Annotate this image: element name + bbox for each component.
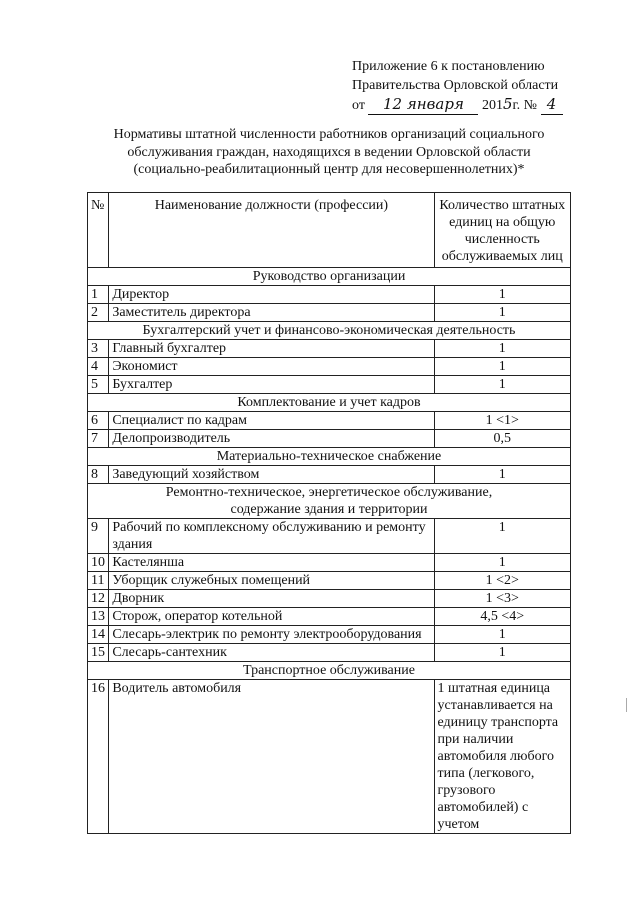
staffing-norms-table xyxy=(87,192,571,834)
row-name: Директор xyxy=(109,286,434,304)
section-row-management xyxy=(88,268,571,286)
row-name: Слесарь-сантехник xyxy=(109,644,434,662)
row-no: 2 xyxy=(88,304,109,322)
row-no: 14 xyxy=(88,626,109,644)
row-qty: 1 xyxy=(434,554,571,572)
document-heading xyxy=(88,126,570,179)
row-name: Главный бухгалтер xyxy=(109,340,434,358)
annex-year-prefix: 201 xyxy=(481,98,503,113)
section-row-accounting xyxy=(88,322,571,340)
row-no: 9 xyxy=(88,519,109,554)
row-name: Сторож, оператор котельной xyxy=(109,608,434,626)
heading-line-1: Нормативы штатной численности работников организаций социального xyxy=(113,127,545,142)
row-name: Делопроизводитель xyxy=(109,430,434,448)
table-row xyxy=(88,680,571,834)
table-row xyxy=(88,608,571,626)
row-name: Экономист xyxy=(109,358,434,376)
row-qty: 1 xyxy=(434,340,571,358)
row-qty: 1 xyxy=(434,466,571,484)
annex-prefix: от xyxy=(352,98,365,113)
table-row xyxy=(88,644,571,662)
table-row xyxy=(88,304,571,322)
table-row xyxy=(88,340,571,358)
section-row-hr xyxy=(88,394,571,412)
section-title: Руководство организации xyxy=(88,268,571,286)
header-name: Наименование должности (профессии) xyxy=(109,193,434,268)
row-qty: 1 <3> xyxy=(434,590,571,608)
table-row xyxy=(88,626,571,644)
section-title: Комплектование и учет кадров xyxy=(88,394,571,412)
table-row xyxy=(88,572,571,590)
table-row xyxy=(88,554,571,572)
row-no: 11 xyxy=(88,572,109,590)
row-name: Заместитель директора xyxy=(109,304,434,322)
row-name: Специалист по кадрам xyxy=(109,412,434,430)
row-no: 12 xyxy=(88,590,109,608)
section-row-maintenance xyxy=(88,484,571,519)
section-row-logistics xyxy=(88,448,571,466)
row-name: Бухгалтер xyxy=(109,376,434,394)
row-no: 6 xyxy=(88,412,109,430)
table-header-row xyxy=(88,193,571,268)
row-name: Заведующий хозяйством xyxy=(109,466,434,484)
row-no: 1 xyxy=(88,286,109,304)
row-qty: 1 xyxy=(434,644,571,662)
row-no: 15 xyxy=(88,644,109,662)
row-qty: 4,5 <4> xyxy=(434,608,571,626)
table-row xyxy=(88,519,571,554)
row-qty: 1 xyxy=(434,626,571,644)
handwritten-year-digit: 5 xyxy=(502,95,513,113)
row-name: Уборщик служебных помещений xyxy=(109,572,434,590)
table-row xyxy=(88,358,571,376)
table-row xyxy=(88,286,571,304)
row-name: Кастелянша xyxy=(109,554,434,572)
handwritten-number: 4 xyxy=(541,95,563,115)
handwritten-date: 12 января xyxy=(368,95,478,115)
annex-line-1: Приложение 6 к постановлению xyxy=(352,59,545,74)
row-qty: 1 xyxy=(434,358,571,376)
row-qty: 1 <2> xyxy=(434,572,571,590)
table-row xyxy=(88,590,571,608)
row-no: 16 xyxy=(88,680,109,834)
row-qty: 1 штатная единица устанавливается на единицу транспорта при наличии автомобиля любого типа (легкового, грузового автомобилей) с учетом xyxy=(434,680,571,834)
scan-margin-mark xyxy=(626,698,627,712)
section-row-transport xyxy=(88,662,571,680)
header-qty: Количество штатных единиц на общую численность обслуживаемых лиц xyxy=(434,193,571,268)
row-no: 13 xyxy=(88,608,109,626)
row-no: 3 xyxy=(88,340,109,358)
table-row xyxy=(88,376,571,394)
table-row xyxy=(88,430,571,448)
row-no: 10 xyxy=(88,554,109,572)
annex-year-suffix: г. № xyxy=(512,98,538,113)
row-qty: 0,5 xyxy=(434,430,571,448)
row-name: Рабочий по комплексному обслуживанию и ремонту здания xyxy=(109,519,434,554)
section-title xyxy=(88,484,571,519)
table-row xyxy=(88,412,571,430)
heading-line-2: обслуживания граждан, находящихся в ведении Орловской области xyxy=(127,144,531,160)
row-qty: 1 xyxy=(434,519,571,554)
row-qty: 1 xyxy=(434,286,571,304)
section-title: Материально-техническое снабжение xyxy=(88,448,571,466)
row-qty: 1 xyxy=(434,376,571,394)
section-title-line-1: Ремонтно-техническое, энергетическое обслуживание, xyxy=(165,485,493,500)
row-name: Слесарь-электрик по ремонту электрооборудования xyxy=(109,626,434,644)
annex-block xyxy=(352,57,563,115)
row-qty: 1 xyxy=(434,304,571,322)
header-no: № xyxy=(88,193,109,268)
row-no: 7 xyxy=(88,430,109,448)
annex-line-2: Правительства Орловской области xyxy=(352,78,559,93)
row-name: Дворник xyxy=(109,590,434,608)
row-qty: 1 <1> xyxy=(434,412,571,430)
section-title: Транспортное обслуживание xyxy=(88,662,571,680)
heading-line-3: (социально-реабилитационный центр для несовершеннолетних)* xyxy=(133,162,525,177)
row-no: 8 xyxy=(88,466,109,484)
annex-line-3 xyxy=(352,95,563,115)
section-title-line-2: содержание здания и территории xyxy=(230,502,428,517)
row-name: Водитель автомобиля xyxy=(109,680,434,834)
row-no: 4 xyxy=(88,358,109,376)
row-no: 5 xyxy=(88,376,109,394)
section-title: Бухгалтерский учет и финансово-экономическая деятельность xyxy=(88,322,571,340)
table-row xyxy=(88,466,571,484)
